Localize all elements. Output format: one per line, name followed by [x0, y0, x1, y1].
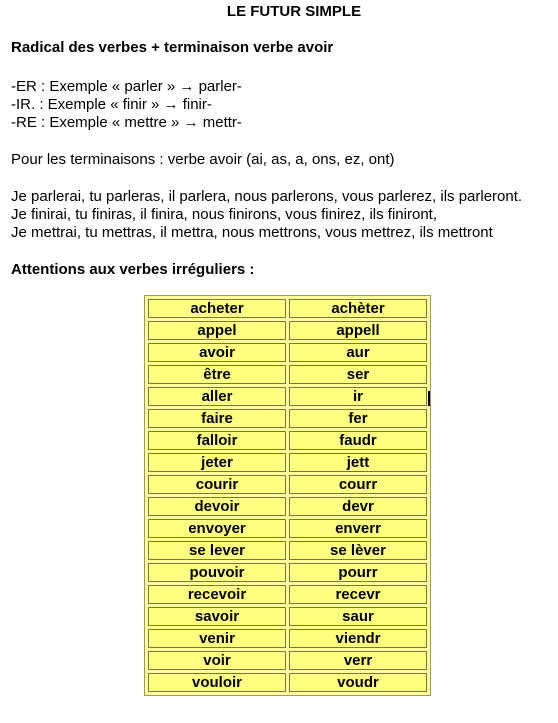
infinitive-cell: pouvoir	[148, 563, 286, 582]
irregular-heading: Attentions aux verbes irréguliers :	[11, 261, 255, 278]
table-row	[148, 607, 427, 626]
stem-cell: saur	[289, 607, 427, 626]
stem-cell: viendr	[289, 629, 427, 648]
infinitive-cell: voir	[148, 651, 286, 670]
infinitive-cell: avoir	[148, 343, 286, 362]
table-row	[148, 497, 427, 516]
infinitive-cell: vouloir	[148, 673, 286, 692]
stem-cell: jett	[289, 453, 427, 472]
infinitive-cell: envoyer	[148, 519, 286, 538]
table-row	[148, 519, 427, 538]
rule-er: -ER : Exemple « parler » → parler-	[11, 78, 242, 95]
stem-cell: ir	[289, 387, 427, 406]
table-row	[148, 585, 427, 604]
text-cursor	[428, 391, 430, 406]
stem-cell: devr	[289, 497, 427, 516]
infinitive-cell: courir	[148, 475, 286, 494]
infinitive-cell: devoir	[148, 497, 286, 516]
stem-cell: aur	[289, 343, 427, 362]
rule-re: -RE : Exemple « mettre » → mettr-	[11, 114, 242, 131]
table-row	[148, 409, 427, 428]
stem-cell: verr	[289, 651, 427, 670]
table-row	[148, 673, 427, 692]
table-row	[148, 651, 427, 670]
irregular-verbs-table	[144, 295, 431, 696]
infinitive-cell: venir	[148, 629, 286, 648]
table-row	[148, 321, 427, 340]
stem-cell: enverr	[289, 519, 427, 538]
table-row	[148, 299, 427, 318]
table-row	[148, 475, 427, 494]
conjugation-finir: Je finirai, tu finiras, il finira, nous finirons, vous finirez, ils finiront,	[11, 206, 437, 223]
stem-cell: ser	[289, 365, 427, 384]
rule-ir: -IR. : Exemple « finir » → finir-	[11, 96, 212, 113]
stem-cell: faudr	[289, 431, 427, 450]
conjugation-parler: Je parlerai, tu parleras, il parlera, nous parlerons, vous parlerez, ils parleront.	[11, 188, 523, 205]
page-title: LE FUTUR SIMPLE	[226, 3, 362, 20]
infinitive-cell: faire	[148, 409, 286, 428]
stem-cell: pourr	[289, 563, 427, 582]
conjugation-mettre: Je mettrai, tu mettras, il mettra, nous mettrons, vous mettrez, ils mettront	[11, 224, 493, 241]
stem-cell: fer	[289, 409, 427, 428]
table-row	[148, 343, 427, 362]
table-row	[148, 541, 427, 560]
infinitive-cell: recevoir	[148, 585, 286, 604]
stem-cell: appell	[289, 321, 427, 340]
infinitive-cell: être	[148, 365, 286, 384]
irregular-verbs-body	[148, 299, 427, 692]
table-row	[148, 387, 427, 406]
infinitive-cell: falloir	[148, 431, 286, 450]
stem-cell: achèter	[289, 299, 427, 318]
table-row	[148, 563, 427, 582]
infinitive-cell: se lever	[148, 541, 286, 560]
infinitive-cell: aller	[148, 387, 286, 406]
infinitive-cell: appel	[148, 321, 286, 340]
table-row	[148, 629, 427, 648]
stem-cell: courr	[289, 475, 427, 494]
infinitive-cell: acheter	[148, 299, 286, 318]
stem-cell: recevr	[289, 585, 427, 604]
table-row	[148, 431, 427, 450]
infinitive-cell: savoir	[148, 607, 286, 626]
table-row	[148, 453, 427, 472]
stem-cell: voudr	[289, 673, 427, 692]
table-row	[148, 365, 427, 384]
stem-cell: se lèver	[289, 541, 427, 560]
endings-text: Pour les terminaisons : verbe avoir (ai, as, a, ons, ez, ont)	[11, 151, 395, 168]
infinitive-cell: jeter	[148, 453, 286, 472]
subtitle: Radical des verbes + terminaison verbe avoir	[11, 39, 334, 56]
